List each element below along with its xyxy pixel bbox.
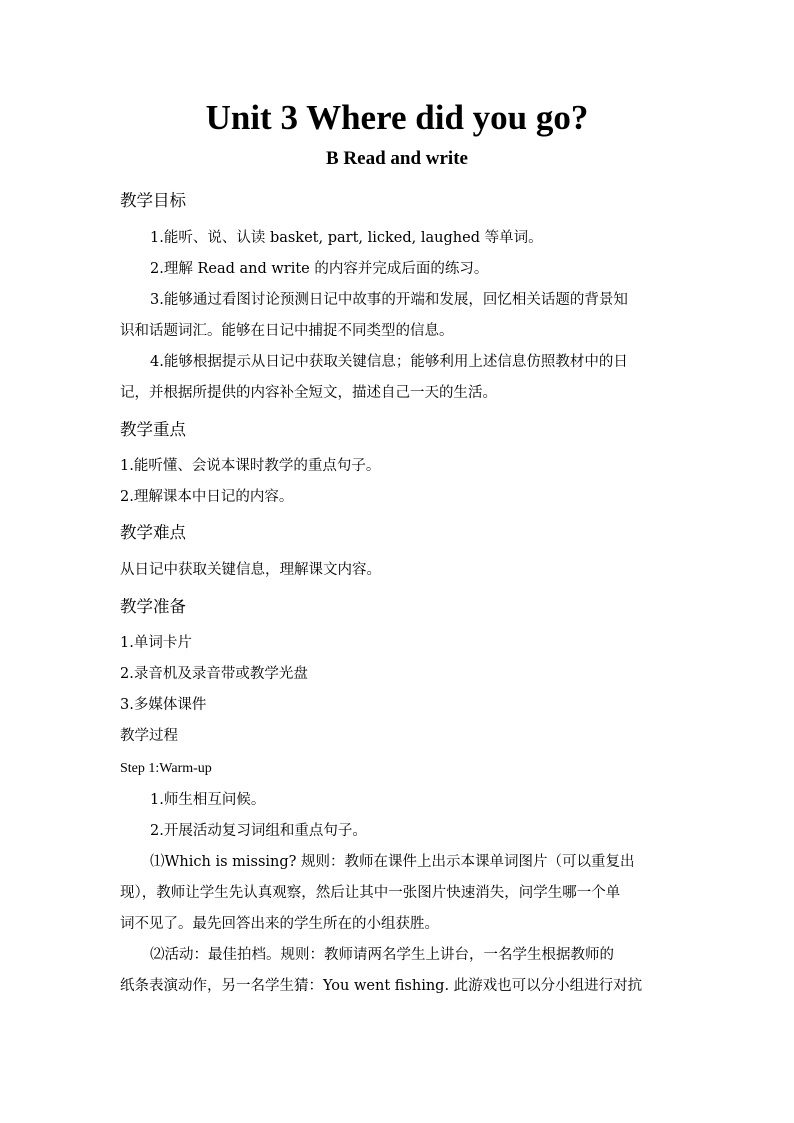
preparation-line: 3.多媒体课件 [120, 697, 207, 713]
document-title: Unit 3 Where did you go? [205, 98, 589, 137]
objective-line: 2.理解 Read and write 的内容并完成后面的练习。 [150, 261, 489, 277]
process-line: 纸条表演动作，另一名学生猜：You went fishing. 此游戏也可以分小组进行对抗 [120, 978, 643, 994]
process-line: 词不见了。最先回答出来的学生所在的小组获胜。 [120, 916, 439, 932]
step-heading: Step 1:Warm-up [120, 761, 212, 776]
key-point-line: 2.理解课本中日记的内容。 [120, 489, 294, 505]
process-line: 现），教师让学生先认真观察，然后让其中一张图片快速消失，问学生哪一个单 [120, 885, 621, 901]
process-line: 1.师生相互问候。 [150, 792, 266, 808]
document-subtitle: B Read and write [326, 148, 468, 169]
objective-line: 记，并根据所提供的内容补全短文，描述自己一天的生活。 [120, 385, 497, 401]
process-line: ⑴Which is missing? 规则：教师在课件上出示本课单词图片（可以重复出 [150, 854, 635, 870]
objective-line: 识和话题词汇。能够在日记中捕捉不同类型的信息。 [120, 323, 454, 339]
objective-line: 3.能够通过看图讨论预测日记中故事的开端和发展，回忆相关话题的背景知 [150, 292, 628, 308]
key-points-heading: 教学重点 [120, 420, 186, 439]
process-line: 2.开展活动复习词组和重点句子。 [150, 823, 367, 839]
objectives-heading: 教学目标 [120, 191, 186, 210]
difficulty-line: 从日记中获取关键信息，理解课文内容。 [120, 562, 381, 578]
preparation-line: 1.单词卡片 [120, 635, 192, 651]
process-line: ⑵活动：最佳拍档。规则：教师请两名学生上讲台，一名学生根据教师的 [150, 947, 614, 963]
key-point-line: 1.能听懂、会说本课时教学的重点句子。 [120, 458, 381, 474]
preparation-heading: 教学准备 [120, 597, 186, 616]
objective-line: 1.能听、说、认读 basket, part, licked, laughed 等单词。 [150, 230, 543, 246]
preparation-line: 2.录音机及录音带或教学光盘 [120, 666, 308, 682]
process-heading: 教学过程 [120, 728, 178, 744]
difficulties-heading: 教学难点 [120, 523, 186, 542]
objective-line: 4.能够根据提示从日记中获取关键信息；能够利用上述信息仿照教材中的日 [150, 354, 628, 370]
